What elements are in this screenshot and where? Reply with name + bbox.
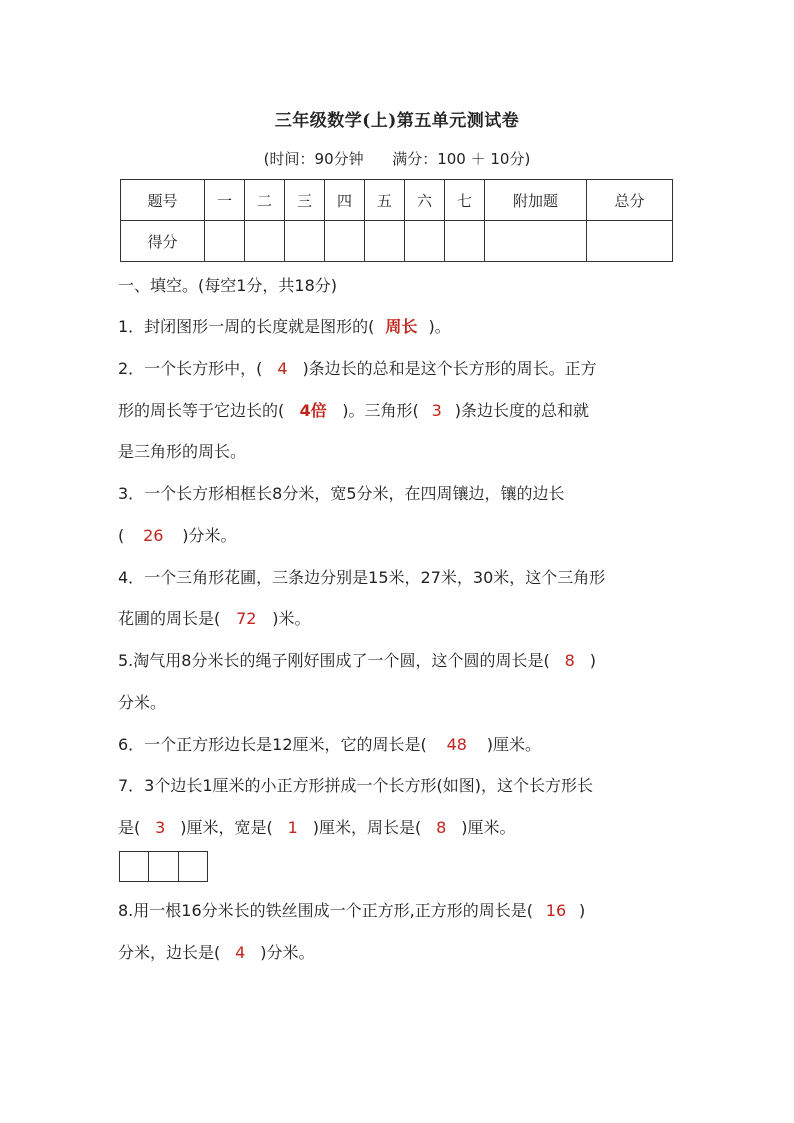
page-subtitle: (时间：90分钟 满分：100 ＋ 10分)	[263, 150, 531, 168]
answer-blank: 4	[235, 943, 246, 962]
question-7-line-2	[118, 817, 516, 839]
question-2-line-1	[118, 358, 597, 380]
section-heading: 一、填空。(每空1分，共18分)	[118, 276, 338, 295]
score-header-cell: 附加题	[485, 180, 587, 221]
score-cell[interactable]	[285, 221, 325, 262]
answer-blank: 48	[446, 735, 467, 754]
question-text: )米。	[272, 609, 311, 628]
score-cell[interactable]	[365, 221, 405, 262]
score-row-label: 得分	[121, 221, 205, 262]
answer-blank: 72	[236, 609, 257, 628]
question-text: 6．一个正方形边长是12厘米，它的周长是(	[118, 735, 427, 754]
score-cell[interactable]	[325, 221, 365, 262]
question-text: 分米，边长是(	[118, 943, 221, 962]
question-1	[118, 316, 451, 338]
score-table	[120, 179, 673, 262]
score-cell[interactable]	[245, 221, 285, 262]
answer-blank: 4倍	[299, 401, 327, 420]
question-text: )分米。	[260, 943, 315, 962]
question-text: )条边长的总和是这个长方形的周长。正方	[302, 359, 597, 378]
figure-square	[120, 852, 149, 881]
question-7-line-1: 7．3个边长1厘米的小正方形拼成一个长方形(如图)，这个长方形长	[118, 776, 594, 795]
question-2-line-3: 是三角形的周长。	[118, 442, 247, 461]
score-cell[interactable]	[445, 221, 485, 262]
score-header-cell: 二	[245, 180, 285, 221]
question-text: (	[118, 526, 125, 545]
figure-square	[149, 852, 178, 881]
score-table-header-row	[121, 180, 673, 221]
score-header-cell: 一	[205, 180, 245, 221]
answer-blank: 26	[143, 526, 164, 545]
answer-blank: 1	[287, 818, 298, 837]
score-header-cell: 题号	[121, 180, 205, 221]
question-text: 2．一个长方形中，(	[118, 359, 263, 378]
question-text: 形的周长等于它边长的(	[118, 401, 285, 420]
question-5-line-1	[118, 650, 596, 672]
answer-blank: 3	[431, 401, 442, 420]
score-header-cell: 七	[445, 180, 485, 221]
page-title: 三年级数学(上)第五单元测试卷	[274, 111, 520, 131]
question-8-line-2	[118, 942, 315, 964]
question-2-line-2	[118, 400, 589, 422]
figure-square	[179, 852, 207, 881]
question-5-line-2: 分米。	[118, 693, 167, 712]
question-text: 5.淘气用8分米长的绳子刚好围成了一个圆，这个圆的周长是(	[118, 651, 550, 670]
question-text: )	[589, 651, 596, 670]
question-text: )	[578, 901, 586, 920]
question-3-line-1: 3．一个长方形相框长8分米，宽5分米，在四周镶边，镶的边长	[118, 484, 565, 503]
question-text: )分米。	[182, 526, 237, 545]
question-text: )条边长度的总和就	[454, 401, 589, 420]
score-header-cell: 六	[405, 180, 445, 221]
answer-blank: 16	[545, 901, 567, 920]
answer-blank: 周长	[385, 317, 418, 336]
answer-blank: 4	[277, 359, 288, 378]
score-header-cell: 三	[285, 180, 325, 221]
score-cell[interactable]	[485, 221, 587, 262]
question-text: )。	[428, 317, 451, 336]
question-text: )厘米。	[486, 735, 542, 754]
score-cell[interactable]	[405, 221, 445, 262]
question-text: )。三角形(	[342, 401, 419, 420]
question-text: )厘米，宽是(	[180, 818, 273, 837]
answer-blank: 8	[564, 651, 575, 670]
question-text: 1．封闭图形一周的长度就是图形的(	[118, 317, 375, 336]
question-3-line-2	[118, 525, 237, 547]
score-table-score-row	[121, 221, 673, 262]
score-header-cell: 五	[365, 180, 405, 221]
question-text: 8.用一根16分米长的铁丝围成一个正方形,正方形的周长是(	[118, 901, 533, 920]
three-squares-figure	[119, 851, 208, 882]
question-4-line-2	[118, 608, 311, 630]
score-cell[interactable]	[587, 221, 673, 262]
answer-blank: 8	[436, 818, 447, 837]
question-8-line-1	[118, 900, 585, 922]
question-text: 是(	[118, 818, 141, 837]
answer-blank: 3	[155, 818, 166, 837]
question-text: 花圃的周长是(	[118, 609, 221, 628]
question-6	[118, 734, 541, 756]
question-4-line-1: 4．一个三角形花圃，三条边分别是15米，27米，30米，这个三角形	[118, 568, 606, 587]
question-text: )厘米。	[461, 818, 516, 837]
score-header-cell: 四	[325, 180, 365, 221]
question-text: )厘米，周长是(	[312, 818, 422, 837]
score-header-cell: 总分	[587, 180, 673, 221]
score-cell[interactable]	[205, 221, 245, 262]
